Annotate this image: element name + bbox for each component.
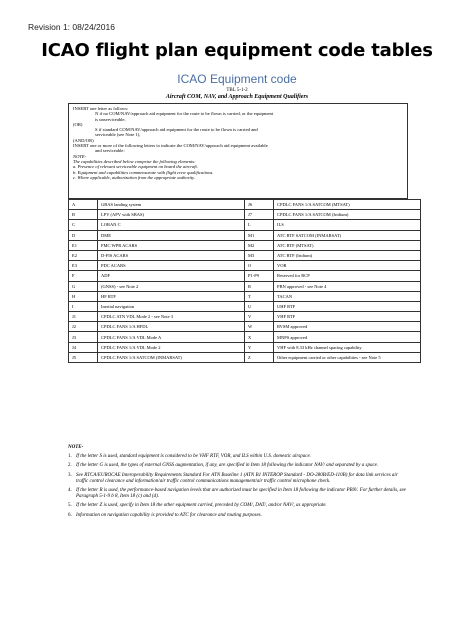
code-letter: M2: [245, 240, 274, 250]
code-description: TACAN: [274, 291, 421, 301]
code-description: Inertial navigation: [98, 301, 245, 311]
instruction-line: (OR): [73, 121, 83, 127]
code-letter: J7: [245, 210, 274, 220]
code-letter: T: [245, 291, 274, 301]
notes-heading: NOTE-: [68, 445, 84, 450]
code-letter: C: [69, 220, 98, 230]
instruction-line: b. Equipment and capabilities commensurate with flight crew qualifications.: [73, 169, 214, 175]
note-item: [68, 463, 408, 469]
code-description: VOR: [274, 261, 421, 271]
code-row: [69, 312, 421, 322]
section-title: ICAO Equipment code: [177, 72, 297, 86]
code-description: ATC RTF (MTSAT): [274, 240, 421, 250]
code-row: [69, 322, 421, 332]
code-letter: E2: [69, 250, 98, 260]
note-number: 6.: [68, 512, 72, 518]
code-description: CPDLC ATN VDL Mode 2 - see Note 3: [98, 312, 245, 322]
code-letter: F: [69, 271, 98, 281]
code-description: DME: [98, 230, 245, 240]
note-number: 5.: [68, 503, 72, 509]
code-description: VHF RTF: [274, 312, 421, 322]
code-description: PDC ACARS: [98, 261, 245, 271]
code-row: [69, 271, 421, 281]
code-letter: B: [69, 210, 98, 220]
code-letter: Y: [245, 342, 274, 352]
code-description: ATC RTF SATCOM (INMARSAT): [274, 230, 421, 240]
code-row: [69, 281, 421, 291]
code-letter: M3: [245, 250, 274, 260]
note-text: Information on navigation capability is provided to ATC for clearance and routing purposes.: [76, 512, 262, 518]
note-number: 3.: [68, 472, 72, 478]
notes-section: [68, 445, 408, 519]
code-letter: H: [69, 291, 98, 301]
code-description: GBAS landing system: [98, 200, 245, 210]
code-letter: J5: [69, 352, 98, 362]
code-row: [69, 261, 421, 271]
code-row: [69, 200, 421, 210]
code-description: ADF: [98, 271, 245, 281]
code-description: ATC RTF (Iridium): [274, 250, 421, 260]
code-letter: I: [69, 301, 98, 311]
code-letter: A: [69, 200, 98, 210]
instruction-line: (AND/OR): [73, 137, 94, 143]
instruction-line: INSERT one or more of the following letters to indicate the COM/NAV/approach aid equipment available: [73, 143, 268, 149]
instruction-line: and serviceable:: [95, 148, 125, 154]
note-number: 1.: [68, 454, 72, 460]
code-letter: X: [245, 332, 274, 342]
code-row: [69, 250, 421, 260]
code-description: D-FIS ACARS: [98, 250, 245, 260]
revision-label: Revision 1: 08/24/2016: [28, 22, 115, 32]
note-item: [68, 513, 408, 519]
note-item: [68, 488, 408, 500]
code-letter: G: [69, 281, 98, 291]
code-letter: P1-P9: [245, 271, 274, 281]
note-item: [68, 454, 408, 460]
code-row: [69, 230, 421, 240]
code-letter: W: [245, 322, 274, 332]
note-number: 2.: [68, 463, 72, 469]
instruction-line: c. Where applicable, authorization from the appropriate authority.: [73, 174, 195, 180]
instructions-box: [68, 103, 408, 199]
code-row: [69, 301, 421, 311]
code-letter: R: [245, 281, 274, 291]
code-description: ILS: [274, 220, 421, 230]
code-description: CPDLC FANS 1/A SATCOM (INMARSAT): [98, 352, 245, 362]
code-description: LORAN C: [98, 220, 245, 230]
code-description: UHF RTF: [274, 301, 421, 311]
code-description: FMC WPR ACARS: [98, 240, 245, 250]
code-row: [69, 291, 421, 301]
code-letter: J3: [69, 332, 98, 342]
code-letter: U: [245, 301, 274, 311]
code-description: (GNSS) - see Note 2: [98, 281, 245, 291]
note-item: [68, 473, 408, 485]
instruction-line: N if no COM/NAV/approach aid equipment for the route to be flown is carried, or the equipment: [95, 111, 274, 117]
code-description: CPDLC FANS 1/A HFDL: [98, 322, 245, 332]
code-description: VHF with 8.33 kHz channel spacing capability: [274, 342, 421, 352]
note-number: 4.: [68, 488, 72, 494]
instruction-line: is unserviceable,: [95, 116, 126, 122]
code-letter: V: [245, 312, 274, 322]
instruction-line: serviceable (see Note 1),: [95, 132, 141, 138]
note-text: If the letter G is used, the types of external GNSS augmentation, if any, are specified in Item 18 following the indicator NAV/ and separated by a space.: [76, 463, 379, 469]
instruction-line: INSERT one letter as follows:: [73, 106, 129, 111]
note-text: If the letter R is used, the performance-based navigation levels that are authorized must be specified in Item 18 following the indicator PBN/. For further details, see Paragraph 5-1-9 b 8, Item 18 (c) and (d).: [76, 488, 406, 500]
instruction-line: NOTE-: [73, 153, 87, 159]
code-letter: M1: [245, 230, 274, 240]
code-letter: J2: [69, 322, 98, 332]
code-row: [69, 220, 421, 230]
instruction-line: The capabilities described below comprise the following elements:: [73, 158, 196, 164]
code-description: HF RTF: [98, 291, 245, 301]
code-description: Other equipment carried or other capabilities - see Note 5: [274, 352, 421, 362]
code-row: [69, 352, 421, 362]
code-description: CPDLC FANS 1/A SATCOM (MTSAT): [274, 200, 421, 210]
code-description: LPV (APV with SBAS): [98, 210, 245, 220]
code-letter: L: [245, 220, 274, 230]
table-number: TBL 5-1-2: [226, 88, 248, 93]
code-letter: J4: [69, 342, 98, 352]
note-item: [68, 503, 408, 509]
page-title: ICAO flight plan equipment code tables: [41, 40, 433, 61]
code-letter: J1: [69, 312, 98, 322]
code-description: RVSM approved: [274, 322, 421, 332]
code-description: Reserved for RCP: [274, 271, 421, 281]
instruction-line: S if standard COM/NAV/approach aid equipment for the route to be flown is carried and: [95, 127, 258, 133]
code-letter: E1: [69, 240, 98, 250]
code-row: [69, 332, 421, 342]
table-caption: Aircraft COM, NAV, and Approach Equipment Qualifiers: [165, 94, 309, 100]
code-letter: Z: [245, 352, 274, 362]
code-description: MNPS approved: [274, 332, 421, 342]
equipment-code-table: [68, 199, 421, 363]
code-letter: D: [69, 230, 98, 240]
code-letter: E3: [69, 261, 98, 271]
note-text: If the letter S is used, standard equipment is considered to be VHF RTF, VOR, and ILS within U.S. domestic airspace.: [76, 454, 311, 460]
code-description: CPDLC FANS 1/A VDL Mode 2: [98, 342, 245, 352]
note-text: See RTCA/EUROCAE Interoperability Requirements Standard For ATN Baseline 1 (ATN B1 INTEROP Standard - DO-280B/ED-110B) for data link services air traffic control clearance and information/air traffic control communications management/air traffic control microphone check.: [76, 472, 398, 484]
code-description: PBN approved - see Note 4: [274, 281, 421, 291]
instruction-line: a. Presence of relevant serviceable equipment on board the aircraft.: [73, 164, 198, 170]
note-text: If the letter Z is used, specify in Item 18 the other equipment carried, preceded by COM/, DAT/, and/or NAV/, as appropriate.: [76, 503, 327, 509]
code-description: CPDLC FANS 1/A VDL Mode A: [98, 332, 245, 342]
code-row: [69, 210, 421, 220]
code-row: [69, 342, 421, 352]
code-description: CPDLC FANS 1/A SATCOM (Iridium): [274, 210, 421, 220]
code-letter: J6: [245, 200, 274, 210]
code-row: [69, 240, 421, 250]
code-letter: O: [245, 261, 274, 271]
